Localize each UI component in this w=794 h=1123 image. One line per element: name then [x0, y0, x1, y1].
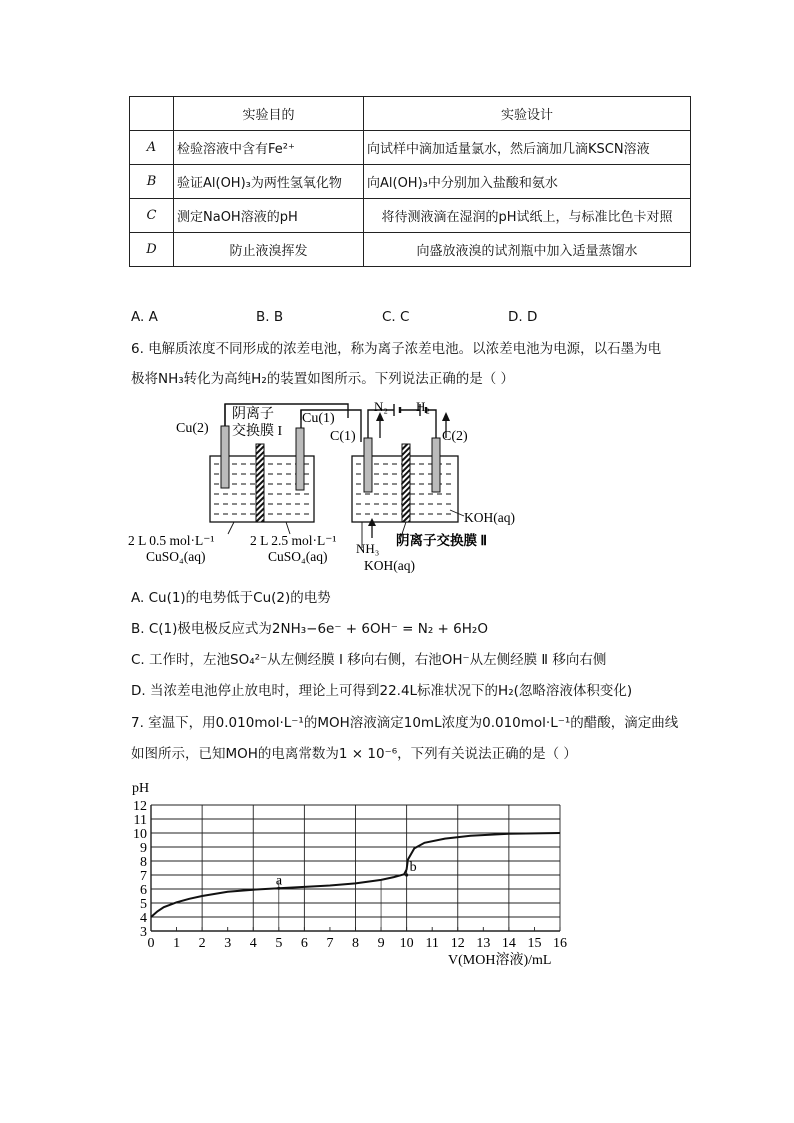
- table-header-cell: 实验设计: [364, 97, 691, 131]
- label-membrane1-a: 阴离子: [232, 407, 274, 422]
- y-axis-label: pH: [132, 781, 150, 796]
- x-tick-label: 12: [450, 936, 465, 951]
- label-mid-solution-a: 2 L 2.5 mol·L⁻¹: [250, 533, 337, 548]
- row-design: 将待测液滴在湿润的pH试纸上，与标准比色卡对照: [364, 199, 691, 233]
- q5-option-c: C. C: [382, 309, 410, 325]
- titration-curve-chart: [118, 774, 578, 972]
- right-cell: [352, 404, 464, 548]
- annotation-point: [405, 873, 408, 876]
- x-tick-label: 3: [224, 936, 232, 951]
- y-tick-label: 11: [133, 813, 147, 828]
- y-tick-label: 7: [140, 869, 147, 884]
- x-tick-label: 16: [553, 936, 567, 951]
- y-tick-label: 3: [140, 925, 147, 940]
- row-purpose: 测定NaOH溶液的pH: [174, 199, 364, 233]
- label-left-solution-b: CuSO₄(aq): [146, 549, 206, 564]
- label-c2: C(2): [442, 429, 468, 444]
- q6-option-b: B. C(1)极电极反应式为2NH₃−6e⁻ + 6OH⁻ = N₂ + 6H₂O: [131, 621, 488, 637]
- x-tick-label: 8: [352, 936, 359, 951]
- row-purpose: 防止液溴挥发: [174, 233, 364, 267]
- y-tick-label: 10: [133, 827, 147, 842]
- label-h2: H₂: [416, 399, 430, 414]
- concentration-cell-diagram: [124, 398, 530, 576]
- label-n2: N₂: [374, 399, 388, 414]
- x-tick-label: 0: [147, 936, 155, 951]
- label-membrane2: 阴离子交换膜 Ⅱ: [396, 533, 488, 548]
- x-tick-label: 4: [249, 936, 257, 951]
- table-header-cell: 实验目的: [174, 97, 364, 131]
- label-c1: C(1): [330, 429, 356, 444]
- q7-stem-line1: 7. 室温下，用0.010mol·L⁻¹的MOH溶液滴定10mL浓度为0.010mol·L⁻¹的醋酸，滴定曲线: [131, 715, 679, 731]
- label-mid-solution-b: CuSO₄(aq): [268, 549, 328, 564]
- table-row: [130, 199, 691, 233]
- x-tick-label: 1: [173, 936, 181, 951]
- x-tick-label: 6: [300, 936, 308, 951]
- row-design: 向Al(OH)₃中分别加入盐酸和氨水: [364, 165, 691, 199]
- row-label: A: [130, 131, 174, 165]
- label-koh-left: KOH(aq): [364, 558, 415, 573]
- y-tick-label: 4: [140, 911, 147, 926]
- table-row: [130, 233, 691, 267]
- table-header-row: [130, 97, 691, 131]
- q7-stem-line2: 如图所示，已知MOH的电离常数为1 × 10⁻⁶，下列有关说法正确的是（ ）: [131, 746, 577, 762]
- q6-stem-line1: 6. 电解质浓度不同形成的浓差电池，称为离子浓差电池。以浓差电池为电源，以石墨为电: [131, 341, 662, 357]
- annotation-label: b: [409, 860, 417, 875]
- x-tick-label: 14: [501, 936, 516, 951]
- row-label: C: [130, 199, 174, 233]
- q6-stem-line2: 极将NH₃转化为高纯H₂的装置如图所示。下列说法正确的是（ ）: [131, 371, 515, 387]
- experiment-table: [129, 96, 691, 267]
- x-tick-label: 9: [377, 936, 385, 951]
- label-left-solution-a: 2 L 0.5 mol·L⁻¹: [128, 533, 215, 548]
- row-purpose: 验证Al(OH)₃为两性氢氧化物: [174, 165, 364, 199]
- q5-option-b: B. B: [256, 309, 284, 325]
- label-cu2: Cu(2): [176, 421, 209, 436]
- row-label: D: [130, 233, 174, 267]
- row-design: 向盛放液溴的试剂瓶中加入适量蒸馏水: [364, 233, 691, 267]
- annotation-label: a: [275, 873, 283, 889]
- row-design: 向试样中滴加适量氯水，然后滴加几滴KSCN溶液: [364, 131, 691, 165]
- x-tick-label: 15: [527, 936, 542, 951]
- x-tick-label: 5: [275, 936, 283, 951]
- x-tick-label: 13: [476, 936, 491, 951]
- x-tick-label: 11: [425, 936, 439, 951]
- label-cu1: Cu(1): [302, 411, 335, 426]
- x-tick-label: 2: [198, 936, 206, 951]
- x-axis-label: V(MOH溶液)/mL: [448, 953, 552, 968]
- y-tick-label: 5: [140, 897, 147, 912]
- x-tick-label: 7: [326, 936, 334, 951]
- q5-option-a: A. A: [131, 309, 158, 325]
- row-label: B: [130, 165, 174, 199]
- y-tick-label: 8: [140, 855, 147, 870]
- y-tick-label: 9: [140, 841, 147, 856]
- x-tick-label: 10: [399, 936, 414, 951]
- q6-option-d: D. 当浓差电池停止放电时，理论上可得到22.4L标准状况下的H₂(忽略溶液体积变化): [131, 683, 633, 699]
- table-header-cell: [130, 97, 174, 131]
- q6-option-a: A. Cu(1)的电势低于Cu(2)的电势: [131, 590, 331, 606]
- table-row: [130, 165, 691, 199]
- q5-option-d: D. D: [508, 309, 538, 325]
- label-membrane1-b: 交换膜 I: [232, 424, 283, 439]
- label-nh3: NH₃: [356, 541, 380, 556]
- y-tick-label: 6: [140, 883, 147, 898]
- row-purpose: 检验溶液中含有Fe²⁺: [174, 131, 364, 165]
- table-row: [130, 131, 691, 165]
- label-koh-right: KOH(aq): [464, 510, 515, 525]
- q6-option-c: C. 工作时，左池SO₄²⁻从左侧经膜 I 移向右侧，右池OH⁻从左侧经膜 Ⅱ 移向右侧: [131, 652, 607, 668]
- y-tick-label: 12: [133, 799, 147, 814]
